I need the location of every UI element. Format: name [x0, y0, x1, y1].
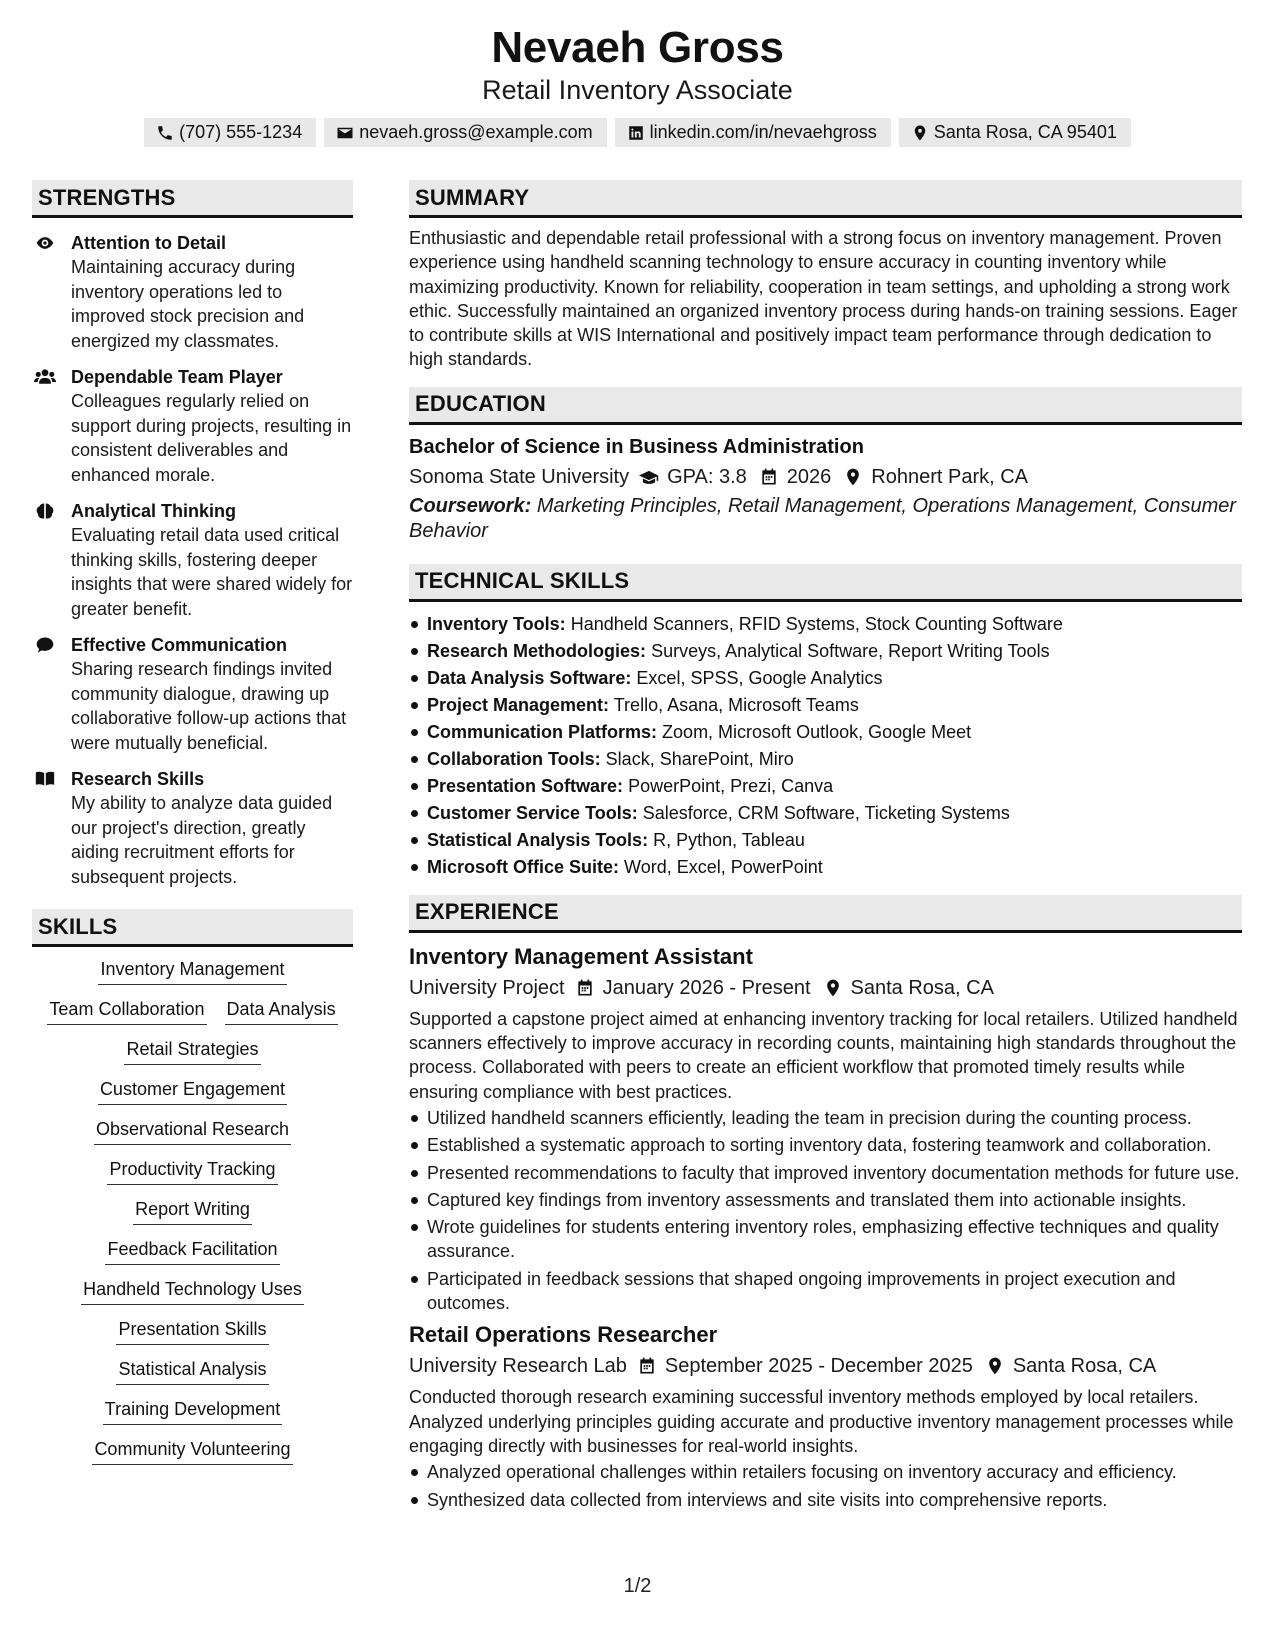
tech-skill-value: R, Python, Tableau: [653, 829, 805, 850]
experience-heading: EXPERIENCE: [409, 895, 1242, 933]
list-item: Synthesized data collected from interviews and site visits into comprehensive reports.: [427, 1488, 1242, 1512]
contact-location-text: Santa Rosa, CA 95401: [933, 122, 1117, 142]
skill-tag: Data Analysis: [225, 997, 338, 1025]
list-item: Utilized handheld scanners efficiently, leading the team in precision during the counting process.: [427, 1106, 1242, 1130]
tech-skill-label: Inventory Tools:: [427, 613, 566, 634]
skill-tag: Retail Strategies: [124, 1037, 260, 1065]
list-item: [427, 827, 1242, 854]
list-item: [427, 800, 1242, 827]
contact-email[interactable]: [324, 118, 606, 147]
speech-bubble-icon: [34, 635, 56, 655]
map-pin-icon: [911, 124, 929, 142]
left-column: [32, 180, 353, 1465]
phone-icon: [156, 124, 174, 142]
tech-skill-label: Microsoft Office Suite:: [427, 856, 620, 877]
skills-heading: SKILLS: [32, 909, 353, 947]
eye-icon: [34, 233, 56, 253]
tech-skill-label: Customer Service Tools:: [427, 802, 638, 823]
strength-item: [32, 633, 353, 755]
list-item: [427, 746, 1242, 773]
map-pin-icon: [985, 1356, 1005, 1376]
skills-list: [32, 957, 353, 1465]
envelope-icon: [336, 124, 354, 142]
linkedin-icon: [627, 124, 645, 142]
skill-tag: Observational Research: [94, 1117, 291, 1145]
strength-desc: Maintaining accuracy during inventory operations led to improved stock precision and energized my classmates.: [71, 257, 305, 351]
technical-skills-list: [409, 611, 1242, 881]
candidate-name: Nevaeh Gross: [491, 23, 784, 72]
list-item: [427, 692, 1242, 719]
school-location: Rohnert Park, CA: [871, 465, 1029, 488]
strength-item: [32, 231, 353, 353]
list-item: [427, 665, 1242, 692]
job-dates: January 2026 - Present: [602, 976, 811, 999]
graduation-cap-icon: [639, 467, 659, 487]
education-meta: [409, 464, 1242, 490]
strength-desc: Evaluating retail data used critical thinking skills, fostering deeper insights that were shared widely for greater benefit.: [71, 525, 353, 619]
strength-title: Analytical Thinking: [71, 501, 237, 521]
job-location: Santa Rosa, CA: [1012, 1355, 1157, 1378]
list-item: Participated in feedback sessions that shaped ongoing improvements in project execution and outcomes.: [427, 1267, 1242, 1316]
list-item: Captured key findings from inventory assessments and translated them into actionable insights.: [427, 1188, 1242, 1212]
technical-skills-heading: TECHNICAL SKILLS: [409, 564, 1242, 602]
job-meta: [409, 975, 1242, 1001]
tech-skill-label: Data Analysis Software:: [427, 667, 632, 688]
graduation-year: 2026: [786, 465, 832, 488]
tech-skill-label: Presentation Software:: [427, 775, 624, 796]
summary-heading: SUMMARY: [409, 180, 1242, 218]
coursework: [409, 494, 1242, 544]
job-title: Retail Operations Researcher: [409, 1322, 718, 1348]
strength-title: Attention to Detail: [71, 233, 226, 253]
job-org: University Research Lab: [409, 1355, 627, 1378]
strength-item: [32, 365, 353, 487]
map-pin-icon: [843, 467, 863, 487]
skill-tag: Presentation Skills: [116, 1317, 268, 1345]
candidate-title: Retail Inventory Associate: [482, 75, 793, 105]
job-org: University Project: [409, 976, 565, 999]
list-item: Presented recommendations to faculty that improved inventory documentation methods for future use.: [427, 1161, 1242, 1185]
job-description: Conducted thorough research examining successful inventory methods employed by local retailers. Analyzed underlying principles guiding accurate and productive inventory management processes while engaging directly with businesses for real-world insights.: [409, 1387, 1234, 1456]
job-bullets: [409, 1106, 1242, 1315]
strength-item: [32, 499, 353, 621]
list-item: [427, 773, 1242, 800]
calendar-icon: [759, 467, 779, 487]
summary-text: Enthusiastic and dependable retail professional with a strong focus on inventory management. Proven experience using handheld scanning technology to ensure accuracy in counting inventory while maximizing productivity. Known for reliability, cooperation in team settings, and upholding a strong work ethic. Successfully maintained an organized inventory process during hands-on training sessions. Eager to contribute skills at WIS International and positively impact team performance through dedication to high standards.: [409, 228, 1238, 370]
job-location: Santa Rosa, CA: [850, 976, 994, 999]
right-column: [409, 180, 1242, 1515]
list-item: Established a systematic approach to sorting inventory data, fostering teamwork and collaboration.: [427, 1133, 1242, 1157]
tech-skill-value: Slack, SharePoint, Miro: [605, 748, 794, 769]
list-item: [427, 719, 1242, 746]
strength-item: [32, 767, 353, 889]
list-item: [427, 854, 1242, 881]
list-item: [427, 638, 1242, 665]
skill-tag: Inventory Management: [98, 957, 286, 985]
job-entry: [409, 943, 1242, 1316]
skill-tag: Report Writing: [133, 1197, 252, 1225]
contact-linkedin[interactable]: [615, 118, 891, 147]
strength-title: Research Skills: [71, 769, 205, 789]
tech-skill-label: Collaboration Tools:: [427, 748, 601, 769]
skill-tag: Customer Engagement: [98, 1077, 287, 1105]
coursework-list: Marketing Principles, Retail Management, Operations Management, Consumer Behavior: [409, 494, 1237, 542]
job-entry: [409, 1321, 1242, 1511]
job-dates: September 2025 - December 2025: [664, 1355, 973, 1378]
skill-tag: Training Development: [103, 1397, 282, 1425]
degree: Bachelor of Science in Business Administration: [409, 435, 864, 458]
brain-icon: [34, 501, 56, 521]
skill-tag: Feedback Facilitation: [105, 1237, 279, 1265]
contact-linkedin-text: linkedin.com/in/nevaehgross: [649, 122, 877, 142]
map-pin-icon: [823, 978, 843, 998]
contact-phone-text: (707) 555-1234: [179, 122, 303, 142]
school-name: Sonoma State University: [409, 465, 630, 488]
strength-title: Dependable Team Player: [71, 367, 283, 387]
tech-skill-value: PowerPoint, Prezi, Canva: [628, 775, 834, 796]
tech-skill-label: Research Methodologies:: [427, 640, 647, 661]
list-item: [427, 611, 1242, 638]
strength-desc: Sharing research findings invited community dialogue, drawing up collaborative follow-up actions that were mutually beneficial.: [71, 659, 347, 753]
tech-skill-value: Handheld Scanners, RFID Systems, Stock Counting Software: [570, 613, 1063, 634]
skill-tag: Productivity Tracking: [107, 1157, 277, 1185]
gpa: GPA: 3.8: [667, 465, 747, 488]
page-number: 1/2: [623, 1575, 652, 1597]
job-meta: [409, 1353, 1242, 1379]
job-bullets: [409, 1460, 1242, 1512]
contact-location: [899, 118, 1131, 147]
job-description: Supported a capstone project aimed at enhancing inventory tracking for local retailers. Utilized handheld scanners effectively to improve accuracy in recording counts, maintaining high standards throughout the process. Collaborated with peers to create an efficient workflow that promoted timely results while ensuring compliance with best practices.: [409, 1008, 1238, 1102]
skill-tag: Statistical Analysis: [116, 1357, 268, 1385]
book-open-icon: [34, 769, 56, 789]
tech-skill-label: Communication Platforms:: [427, 721, 658, 742]
users-icon: [34, 367, 56, 387]
job-title: Inventory Management Assistant: [409, 943, 753, 969]
strength-title: Effective Communication: [71, 635, 288, 655]
coursework-label: Coursework:: [409, 494, 532, 517]
tech-skill-value: Word, Excel, PowerPoint: [624, 856, 823, 877]
contact-phone[interactable]: [144, 118, 316, 147]
strengths-heading: STRENGTHS: [32, 180, 353, 218]
calendar-icon: [637, 1356, 657, 1376]
tech-skill-value: Trello, Asana, Microsoft Teams: [613, 694, 859, 715]
tech-skill-value: Surveys, Analytical Software, Report Writing Tools: [651, 640, 1050, 661]
strength-desc: Colleagues regularly relied on support during projects, resulting in consistent deliverables and enhanced morale.: [71, 391, 352, 485]
tech-skill-value: Zoom, Microsoft Outlook, Google Meet: [662, 721, 972, 742]
tech-skill-label: Project Management:: [427, 694, 610, 715]
resume-header: [0, 22, 1275, 147]
calendar-icon: [575, 978, 595, 998]
list-item: Wrote guidelines for students entering inventory roles, emphasizing effective techniques and quality assurance.: [427, 1215, 1242, 1264]
list-item: Analyzed operational challenges within retailers focusing on inventory accuracy and efficiency.: [427, 1460, 1242, 1484]
strength-desc: My ability to analyze data guided our project's direction, greatly aiding recruitment efforts for subsequent projects.: [71, 793, 333, 887]
skill-tag: Community Volunteering: [92, 1437, 292, 1465]
tech-skill-value: Excel, SPSS, Google Analytics: [636, 667, 883, 688]
tech-skill-label: Statistical Analysis Tools:: [427, 829, 649, 850]
skill-tag: Handheld Technology Uses: [81, 1277, 304, 1305]
tech-skill-value: Salesforce, CRM Software, Ticketing Systems: [642, 802, 1010, 823]
skill-tag: Team Collaboration: [47, 997, 206, 1025]
contact-email-text: nevaeh.gross@example.com: [359, 122, 593, 142]
contact-bar: [0, 118, 1275, 147]
education-heading: EDUCATION: [409, 387, 1242, 425]
